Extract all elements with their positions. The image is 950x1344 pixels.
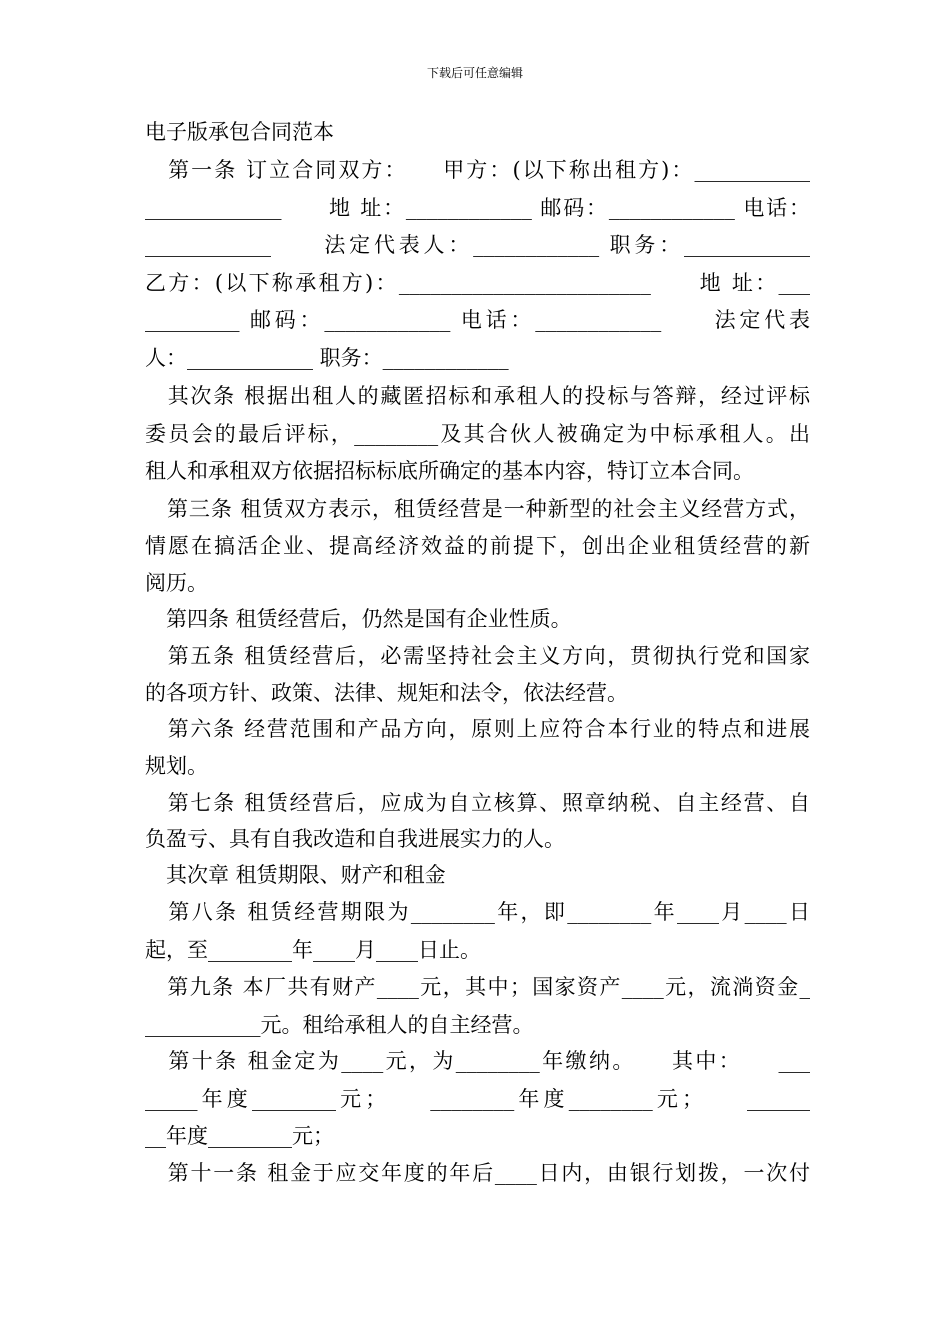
body-line: 租人和承租双方依据招标标底所确定的基本内容，特订立本合同。 [145,459,754,483]
body-line: 的各项方针、政策、法律、规矩和法令，依法经营。 [145,681,628,705]
body-line: 第七条 租赁经营后，应成为自立核算、照章纳税、自主经营、自 [145,791,810,815]
body-line: 委员会的最后评标，________及其合伙人被确定为中标承租人。出 [145,422,810,446]
body-line: 第九条 本厂共有财产____元，其中；国家资产____元，流淌资金_ [145,975,810,999]
body-line: 起，至________年____月____日止。 [145,938,481,962]
document-title: 电子版承包合同范本 [145,120,334,144]
body-line: 规划。 [145,754,208,778]
page-header: 下载后可任意编辑 [426,66,523,80]
body-line: 第六条 经营范围和产品方向，原则上应符合本行业的特点和进展 [145,717,810,741]
body-line: 第四条 租赁经营后，仍然是国有企业性质。 [145,607,572,631]
body-line: __年度________元； [145,1124,334,1148]
body-line: 乙方：(以下称承租方)：________________________ 地 址：___ [145,271,810,295]
body-line: ____________ 法定代表人：____________ 职务：____________ [145,233,810,257]
body-line: 阅历。 [145,571,208,595]
body-line: _____年度________元； ________年度________元； ______ [145,1087,810,1111]
body-line: _____________ 地 址：____________ 邮码：____________ 电话： [145,196,810,220]
body-line: 人：____________ 职务：____________ [145,346,509,370]
body-line: 负盈亏、具有自我改造和自我进展实力的人。 [145,827,565,851]
body-line: 情愿在搞活企业、提高经济效益的前提下，创出企业租赁经营的新 [145,534,810,558]
body-line: _________ 邮码：____________ 电话：____________ 法定代表 [145,308,810,332]
body-line: 第十一条 租金于应交年度的年后____日内，由银行划拨，一次付 [145,1161,810,1185]
body-line: 第五条 租赁经营后，必需坚持社会主义方向，贯彻执行党和国家 [145,644,810,668]
body-line: 第一条 订立合同双方： 甲方：(以下称出租方)：___________ [145,158,810,182]
chapter-heading: 其次章 租赁期限、财产和租金 [145,863,446,887]
body-line: 其次条 根据出租人的藏匿招标和承租人的投标与答辩，经过评标 [145,384,810,408]
body-line: 第三条 租赁双方表示，租赁经营是一种新型的社会主义经营方式， [145,497,810,521]
body-line: ___________元。租给承租人的自主经营。 [145,1013,534,1037]
body-line: 第八条 租赁经营期限为________年，即________年____月____日 [145,900,810,924]
body-line: 第十条 租金定为____元，为________年缴纳。 其中： ___ [145,1049,810,1073]
